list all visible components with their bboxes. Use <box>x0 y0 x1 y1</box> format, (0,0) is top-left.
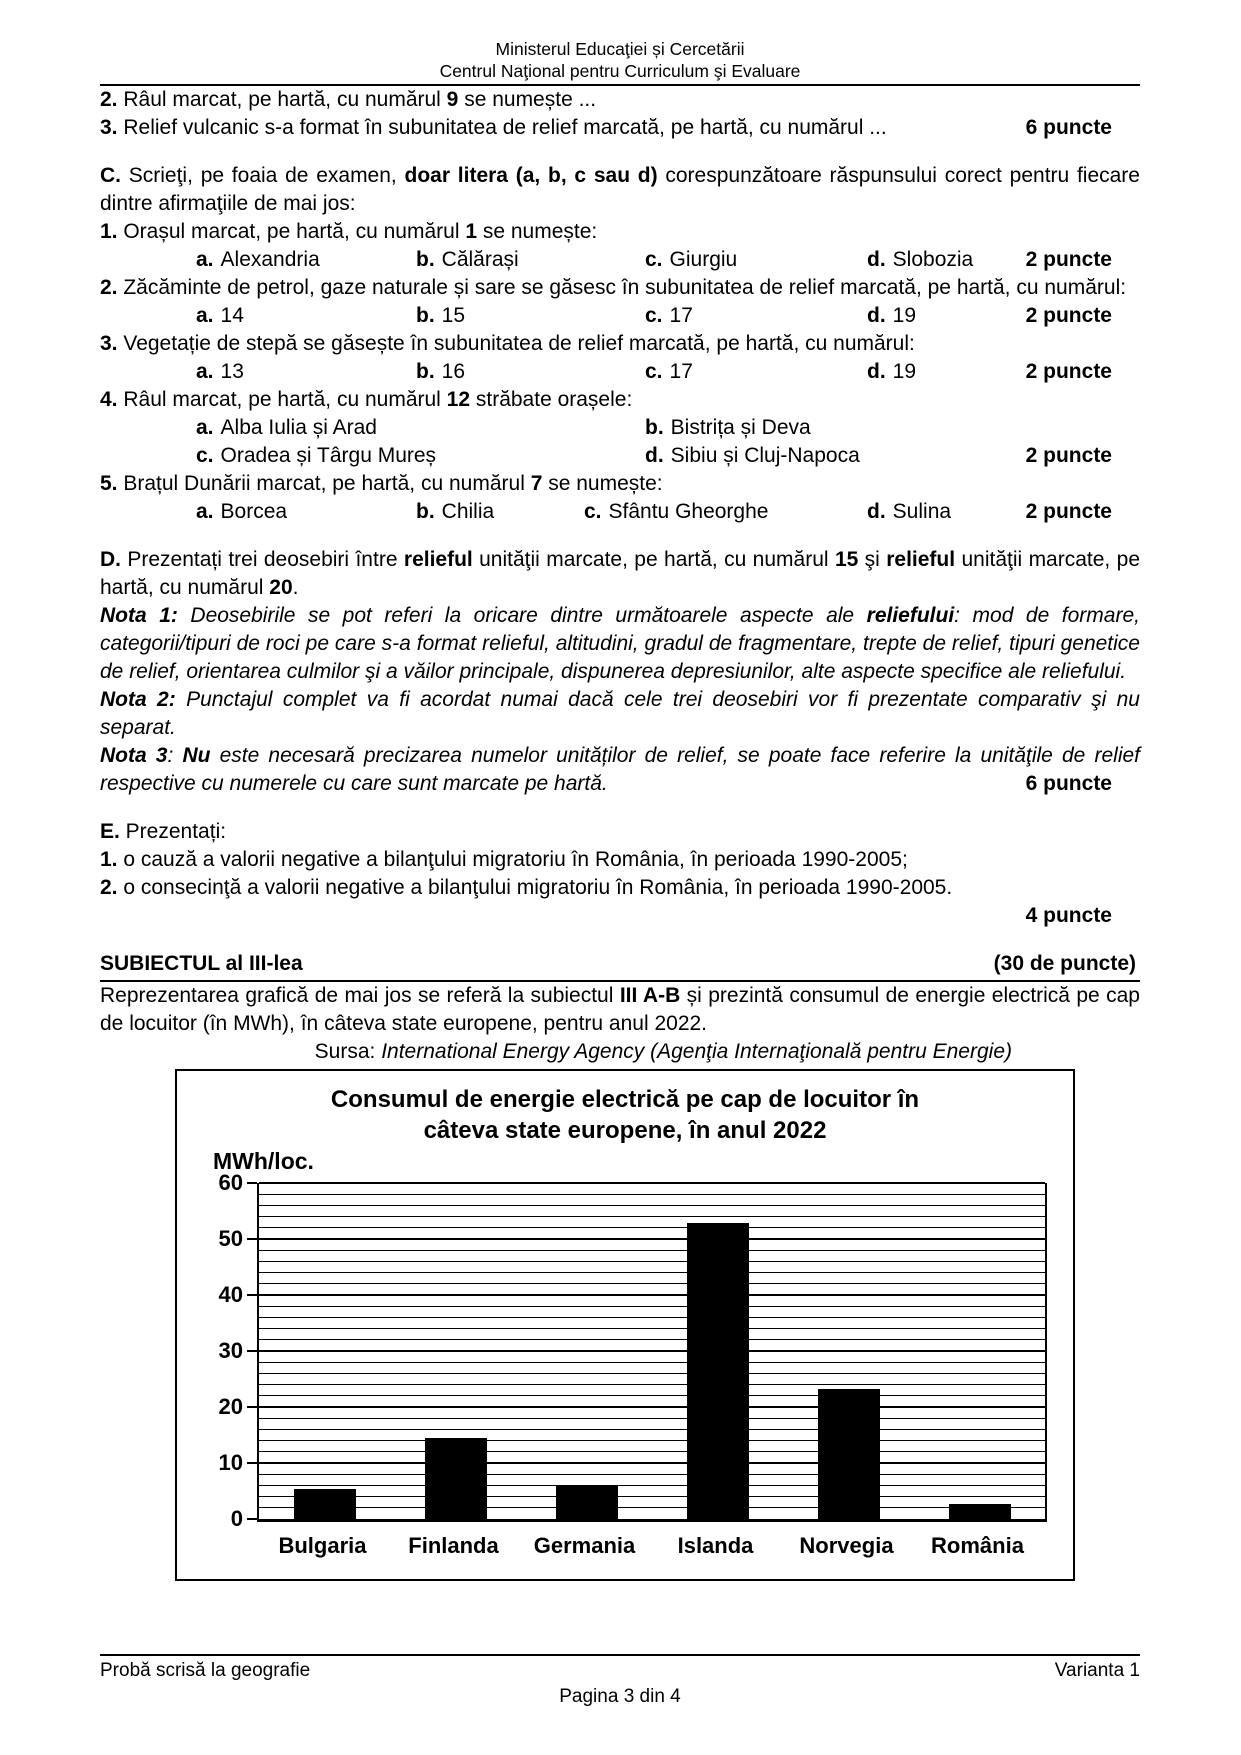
y-tick-mark <box>247 1518 257 1520</box>
subject-3-points: (30 de puncte) <box>993 952 1136 975</box>
minor-gridline <box>259 1507 1045 1508</box>
chart-title-line-2: câteva state europene, în anul 2022 <box>423 1117 827 1144</box>
question-c5: 5. Brațul Dunării marcat, pe hartă, cu numărul 7 se numește: <box>100 472 663 495</box>
option-d: d. Sulina <box>867 500 952 523</box>
nota-1: Nota 1: Deosebirile se pot referi la oricare dintre următoarele aspecte ale reliefului: mod de formare, categorii/tipuri de roci pe care s-a format relieful, altitudini, gradul de fragmentare, trepte de relief, tipuri genetice de relief, orientarea culmilor şi a văilor principale, dispunerea depresiunilor, alte aspecte specifice ale reliefului. <box>100 604 1140 683</box>
section-e-intro: E. Prezentați: <box>100 820 227 843</box>
y-tick-mark <box>247 1406 257 1408</box>
spacer <box>100 930 1140 950</box>
minor-gridline <box>259 1429 1045 1430</box>
minor-gridline <box>259 1485 1045 1486</box>
bar-Norvegia <box>818 1389 880 1519</box>
bar-Finlanda <box>425 1438 487 1519</box>
bar-Bulgaria <box>294 1489 356 1519</box>
major-gridline <box>259 1182 1045 1184</box>
footer-page-number: Pagina 3 din 4 <box>559 1686 681 1707</box>
option-b: b. Chilia <box>416 500 495 523</box>
minor-gridline <box>259 1496 1045 1497</box>
points-badge: 6 puncte <box>1025 772 1112 795</box>
y-tick-mark <box>247 1182 257 1184</box>
points-badge: 2 puncte <box>1025 248 1112 271</box>
minor-gridline <box>259 1194 1045 1195</box>
section-c-intro: C. Scrieţi, pe foaia de examen, doar litera (a, b, c sau d) corespunzătoare răspunsului corect pentru fiecare dintre afirmaţiile de mai jos: <box>100 164 1140 215</box>
minor-gridline <box>259 1261 1045 1262</box>
footer-row <box>100 1659 1140 1683</box>
nota-3: Nota 3: Nu este necesară precizarea numelor unităților de relief, se poate face referire la unităţile de relief respective cu numerele cu care sunt marcate pe hartă. 6 puncte <box>100 742 1140 798</box>
option-d: d. 19 <box>867 304 917 327</box>
header-line-1: Ministerul Educaţiei și Cercetării <box>495 39 745 59</box>
y-tick-label: 20 <box>218 1394 243 1419</box>
minor-gridline <box>259 1250 1045 1251</box>
y-axis-label: MWh/loc. <box>213 1148 314 1174</box>
subject-3-title: SUBIECTUL al III-lea <box>100 952 303 975</box>
nota-2: Nota 2: Punctajul complet va fi acordat numai dacă cele trei deosebiri vor fi prezentate comparativ şi nu separat. <box>100 688 1140 739</box>
minor-gridline <box>259 1306 1045 1307</box>
question-c3: 3. Vegetație de stepă se găsește în subunitatea de relief marcată, pe hartă, cu numărul: <box>100 332 915 355</box>
x-category-label: România <box>931 1533 1024 1558</box>
x-category-label: Germania <box>533 1533 636 1558</box>
plot-area <box>257 1183 1047 1522</box>
x-category-label: Islanda <box>677 1533 754 1558</box>
x-axis-labels <box>257 1532 1043 1560</box>
spacer <box>100 798 1140 818</box>
footer-variant: Varianta 1 <box>1054 1660 1140 1681</box>
y-tick-label: 60 <box>218 1170 243 1195</box>
minor-gridline <box>259 1283 1045 1284</box>
option-d: d. 19 <box>867 360 917 383</box>
spacer <box>100 142 1140 162</box>
option-c: c. 17 <box>645 304 693 327</box>
bar-Germania <box>556 1485 618 1519</box>
points-badge: 2 puncte <box>1025 444 1112 467</box>
points-badge: 2 puncte <box>1025 304 1112 327</box>
option-c: c. Sfântu Gheorghe <box>584 500 769 523</box>
subject-3-paragraph: Reprezentarea grafică de mai jos se referă la subiectul III A-B și prezintă consumul de energie electrică pe cap de locuitor (în MWh), în câteva state europene, pentru anul 2022. <box>100 984 1140 1035</box>
minor-gridline <box>259 1272 1045 1273</box>
chart-title-line-1: Consumul de energie electrică pe cap de locuitor în <box>330 1086 920 1113</box>
option-a: a. 13 <box>196 360 244 383</box>
item-a2: 2. Râul marcat, pe hartă, cu numărul 9 se numește ... <box>100 88 597 111</box>
minor-gridline <box>259 1384 1045 1385</box>
bar-chart <box>175 1069 1075 1581</box>
question-c1: 1. Orașul marcat, pe hartă, cu numărul 1 se numește: <box>100 220 598 243</box>
page-content <box>100 0 1140 1581</box>
major-gridline <box>259 1294 1045 1296</box>
y-tick-label: 0 <box>230 1506 243 1531</box>
options-c4-row1 <box>100 414 1140 442</box>
y-tick-label: 30 <box>218 1338 243 1363</box>
minor-gridline <box>259 1395 1045 1396</box>
minor-gridline <box>259 1328 1045 1329</box>
minor-gridline <box>259 1205 1045 1206</box>
points-badge: 6 puncte <box>1025 116 1112 139</box>
minor-gridline <box>259 1227 1045 1228</box>
points-badge: 2 puncte <box>1025 500 1112 523</box>
chart-source: Sursa: International Energy Agency (Agenţia Internaţională pentru Energie) <box>314 1040 1012 1063</box>
minor-gridline <box>259 1317 1045 1318</box>
spacer <box>100 526 1140 546</box>
y-tick-mark <box>247 1462 257 1464</box>
minor-gridline <box>259 1373 1045 1374</box>
options-c2 <box>100 302 1140 330</box>
option-b: b. 16 <box>416 360 466 383</box>
item-e1: 1. o cauză a valorii negative a bilanţului migratoriu în România, în perioada 1990-2005; <box>100 848 908 871</box>
options-c1 <box>100 246 1140 274</box>
minor-gridline <box>259 1418 1045 1419</box>
options-c4-row2 <box>100 442 1140 470</box>
item-e2: 2. o consecinţă a valorii negative a bilanţului migratoriu în România, în perioada 1990-2005. <box>100 876 953 899</box>
item-a3: 3. Relief vulcanic s-a format în subunitatea de relief marcată, pe hartă, cu numărul ... 6 puncte <box>100 114 1140 142</box>
minor-gridline <box>259 1451 1045 1452</box>
question-c4: 4. Râul marcat, pe hartă, cu numărul 12 străbate orașele: <box>100 388 633 411</box>
minor-gridline <box>259 1362 1045 1363</box>
bar-România <box>949 1504 1011 1519</box>
major-gridline <box>259 1462 1045 1464</box>
option-c: c. Oradea și Târgu Mureș <box>196 444 437 467</box>
option-b: b. Călărași <box>416 248 519 271</box>
x-category-label: Norvegia <box>799 1533 894 1558</box>
options-c3 <box>100 358 1140 386</box>
y-tick-mark <box>247 1294 257 1296</box>
minor-gridline <box>259 1440 1045 1441</box>
y-tick-label: 50 <box>218 1226 243 1251</box>
option-a: a. 14 <box>196 304 244 327</box>
bar-Islanda <box>687 1223 749 1519</box>
major-gridline <box>259 1350 1045 1352</box>
footer-exam-name: Probă scrisă la geografie <box>100 1660 311 1681</box>
y-tick-label: 10 <box>218 1450 243 1475</box>
option-d: d. Sibiu și Cluj-Napoca <box>645 444 860 467</box>
minor-gridline <box>259 1474 1045 1475</box>
option-b: b. Bistrița și Deva <box>645 416 811 439</box>
major-gridline <box>259 1406 1045 1408</box>
y-tick-mark <box>247 1350 257 1352</box>
minor-gridline <box>259 1339 1045 1340</box>
option-c: c. Giurgiu <box>645 248 738 271</box>
y-tick-label: 40 <box>218 1282 243 1307</box>
question-c2: 2. Zăcăminte de petrol, gaze naturale și sare se găsesc în subunitatea de relief marcată, pe hartă, cu numărul: <box>100 276 1127 299</box>
major-gridline <box>259 1238 1045 1240</box>
section-d-intro: D. Prezentați trei deosebiri între relieful unităţii marcate, pe hartă, cu numărul 15 şi relieful unităţii marcate, pe hartă, cu numărul 20. <box>100 548 1140 599</box>
option-a: a. Alba Iulia și Arad <box>196 416 377 439</box>
points-badge: 4 puncte <box>1025 904 1112 927</box>
footer-rule <box>100 1654 1140 1656</box>
option-b: b. 15 <box>416 304 466 327</box>
x-category-label: Bulgaria <box>278 1533 367 1558</box>
points-badge: 2 puncte <box>1025 360 1112 383</box>
header-line-2: Centrul Naţional pentru Curriculum şi Evaluare <box>439 61 801 81</box>
minor-gridline <box>259 1216 1045 1217</box>
x-category-label: Finlanda <box>408 1533 499 1558</box>
points-line <box>100 902 1140 930</box>
options-c5 <box>100 498 1140 526</box>
subject-3-heading <box>100 950 1140 982</box>
y-tick-mark <box>247 1238 257 1240</box>
option-c: c. 17 <box>645 360 693 383</box>
option-d: d. Slobozia <box>867 248 974 271</box>
option-a: a. Alexandria <box>196 248 320 271</box>
option-a: a. Borcea <box>196 500 288 523</box>
ministry-header <box>100 0 1140 86</box>
